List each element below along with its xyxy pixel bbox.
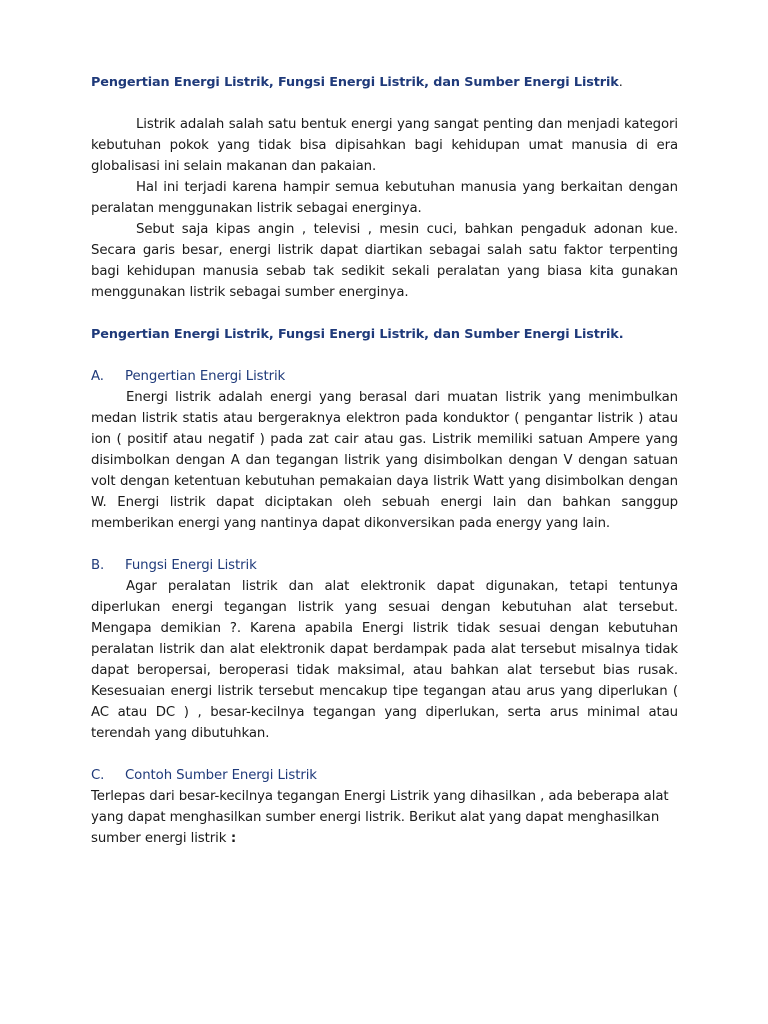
section-c-body bbox=[91, 786, 678, 849]
section-a-title: Pengertian Energi Listrik bbox=[125, 369, 286, 384]
section-a-body: Energi listrik adalah energi yang berasal dari muatan listrik yang menimbulkan medan listrik statis atau bergeraknya elektron pada konduktor ( pengantar listrik ) atau ion ( positif atau negatif ) pada zat cair atau gas. Listrik memiliki satuan Ampere yang disimbolkan dengan A dan tegangan listrik yang disimbolkan dengan V dengan satuan volt dengan ketentuan kebutuhan pemakaian daya listrik Watt yang disimbolkan dengan W. Energi listrik dapat diciptakan oleh sebuah energi lain dan bahkan sanggup memberikan energi yang nantinya dapat dikonversikan pada energy yang lain. bbox=[91, 390, 678, 531]
title-period: . bbox=[618, 75, 623, 90]
section-b-body: Agar peralatan listrik dan alat elektronik dapat digunakan, tetapi tentunya diperlukan energi tegangan listrik yang sesuai dengan kebutuhan alat tersebut. Mengapa demikian ?. Karena apabila Energi listrik tidak sesuai dengan kebutuhan peralatan listrik dan alat elektronik dapat berdampak pada alat tersebut misalnya tidak dapat beropersai, beroperasi tidak maksimal, atau bahkan alat tersebut bias rusak. Kesesuaian energi listrik tersebut mencakup tipe tegangan atau arus yang diperlukan ( AC atau DC ) , besar-kecilnya tegangan yang diperlukan, serta arus minimal atau terendah yang dibutuhkan. bbox=[91, 579, 678, 741]
intro-paragraph-2: Hal ini terjadi karena hampir semua kebutuhan manusia yang berkaitan dengan peralatan menggunakan listrik sebagai energinya. bbox=[91, 180, 678, 216]
document-page bbox=[91, 72, 678, 849]
section-c-heading bbox=[91, 765, 678, 786]
document-title bbox=[91, 72, 678, 93]
section-c-colon: : bbox=[226, 831, 237, 846]
section-a-heading bbox=[91, 366, 678, 387]
section-c-letter: C. bbox=[91, 768, 105, 783]
section-c-title: Contoh Sumber Energi Listrik bbox=[125, 768, 317, 783]
title-text: Pengertian Energi Listrik, Fungsi Energi Listrik, dan Sumber Energi Listrik bbox=[91, 75, 619, 90]
section-b-letter: B. bbox=[91, 558, 105, 573]
section-b-heading bbox=[91, 555, 678, 576]
section-c-body-text: Terlepas dari besar-kecilnya tegangan Energi Listrik yang dihasilkan , ada beberapa alat yang dapat menghasilkan sumber energi listrik. Berikut alat yang dapat menghasilkan sumber energi listrik bbox=[91, 789, 669, 846]
section-a-letter: A. bbox=[91, 369, 104, 384]
intro-paragraph-3: Sebut saja kipas angin , televisi , mesin cuci, bahkan pengaduk adonan kue. Secara garis besar, energi listrik dapat diartikan sebagai salah satu faktor terpenting bagi kehidupan manusia sebab tak sedikit sekali peralatan yang biasa kita gunakan menggunakan listrik sebagai sumber energinya. bbox=[91, 222, 678, 300]
intro-paragraph-1: Listrik adalah salah satu bentuk energi yang sangat penting dan menjadi kategori kebutuhan pokok yang tidak bisa dipisahkan bagi kehidupan umat manusia di era globalisasi ini selain makanan dan pakaian. bbox=[91, 117, 678, 174]
section-title: Pengertian Energi Listrik, Fungsi Energi Listrik, dan Sumber Energi Listrik. bbox=[91, 327, 624, 342]
section-b-title: Fungsi Energi Listrik bbox=[125, 558, 257, 573]
